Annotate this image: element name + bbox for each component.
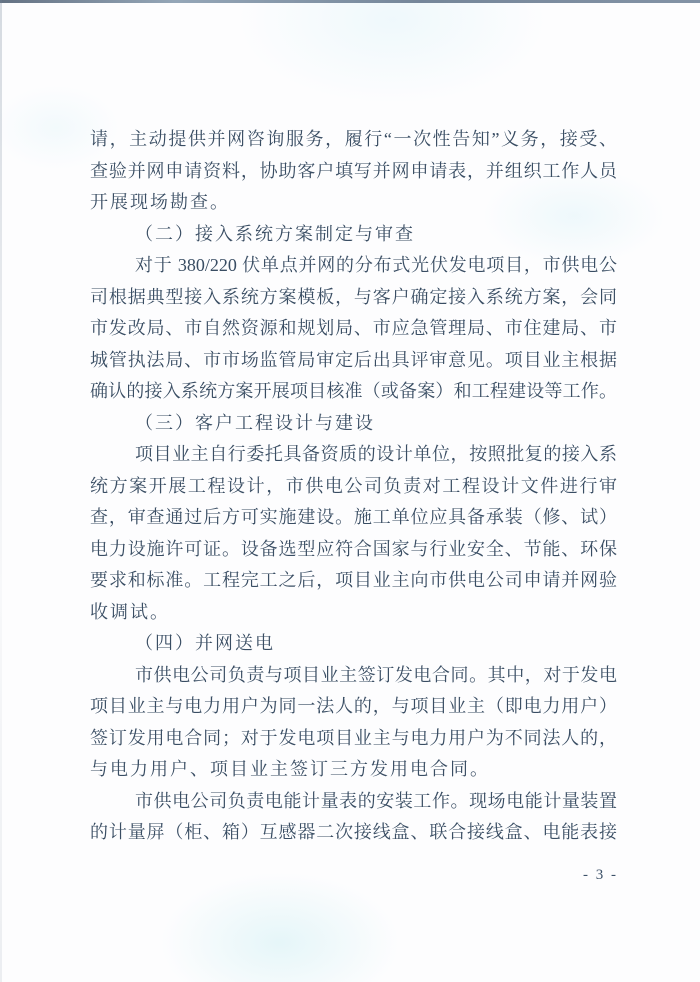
text-line: 查，审查通过后方可实施建设。施工单位应具备承装（修、试） [90, 507, 617, 527]
text-line: 项目业主与电力用户为同一法人的，与项目业主（即电力用户） [90, 696, 617, 716]
scan-left-edge-artifact [0, 0, 2, 982]
document-body [90, 124, 617, 849]
text-line: 收调试。 [90, 601, 170, 622]
text-line: 签订发用电合同；对于发电项目业主与电力用户为不同法人的， [90, 727, 617, 748]
text-line: 司根据典型接入系统方案模板，与客户确定接入系统方案，会同 [90, 286, 617, 307]
section-heading-2: （二）接入系统方案制定与审查 [135, 223, 415, 244]
section-heading-4: （四）并网送电 [135, 633, 275, 653]
text-line: 市供电公司负责电能计量表的安装工作。现场电能计量装置 [135, 790, 617, 811]
text-line: 城管执法局、市市场监管局审定后出具评审意见。项目业主根据 [90, 349, 617, 370]
text-line: 请，主动提供并网咨询服务，履行“一次性告知”义务，接受、 [90, 129, 617, 149]
text-line: 确认的接入系统方案开展项目核准（或备案）和工程建设等工作。 [90, 381, 617, 401]
text-line: 市发改局、市自然资源和规划局、市应急管理局、市住建局、市 [90, 318, 617, 338]
text-line: 查验并网申请资料，协助客户填写并网申请表，并组织工作人员 [90, 160, 617, 181]
text-line: 市供电公司负责与项目业主签订发电合同。其中，对于发电 [135, 664, 617, 685]
text-line: 的计量屏（柜、箱）互感器二次接线盒、联合接线盒、电能表接 [90, 822, 617, 842]
text-line: 对于 380/220 伏单点并网的分布式光伏发电项目，市供电公 [135, 255, 617, 275]
text-line: 统方案开展工程设计，市供电公司负责对工程设计文件进行审 [90, 475, 617, 496]
text-line: 开展现场勘查。 [90, 192, 230, 212]
text-line: 与电力用户、项目业主签订三方发用电合同。 [90, 759, 490, 779]
text-line: 项目业主自行委托具备资质的设计单位，按照批复的接入系 [135, 444, 617, 464]
text-line: 要求和标准。工程完工之后，项目业主向市供电公司申请并网验 [90, 570, 617, 590]
text-line: 电力设施许可证。设备选型应符合国家与行业安全、节能、环保 [90, 538, 617, 559]
section-heading-3: （三）客户工程设计与建设 [135, 412, 375, 433]
scan-top-edge-artifact [0, 0, 700, 3]
page-number: - 3 - [583, 867, 618, 883]
